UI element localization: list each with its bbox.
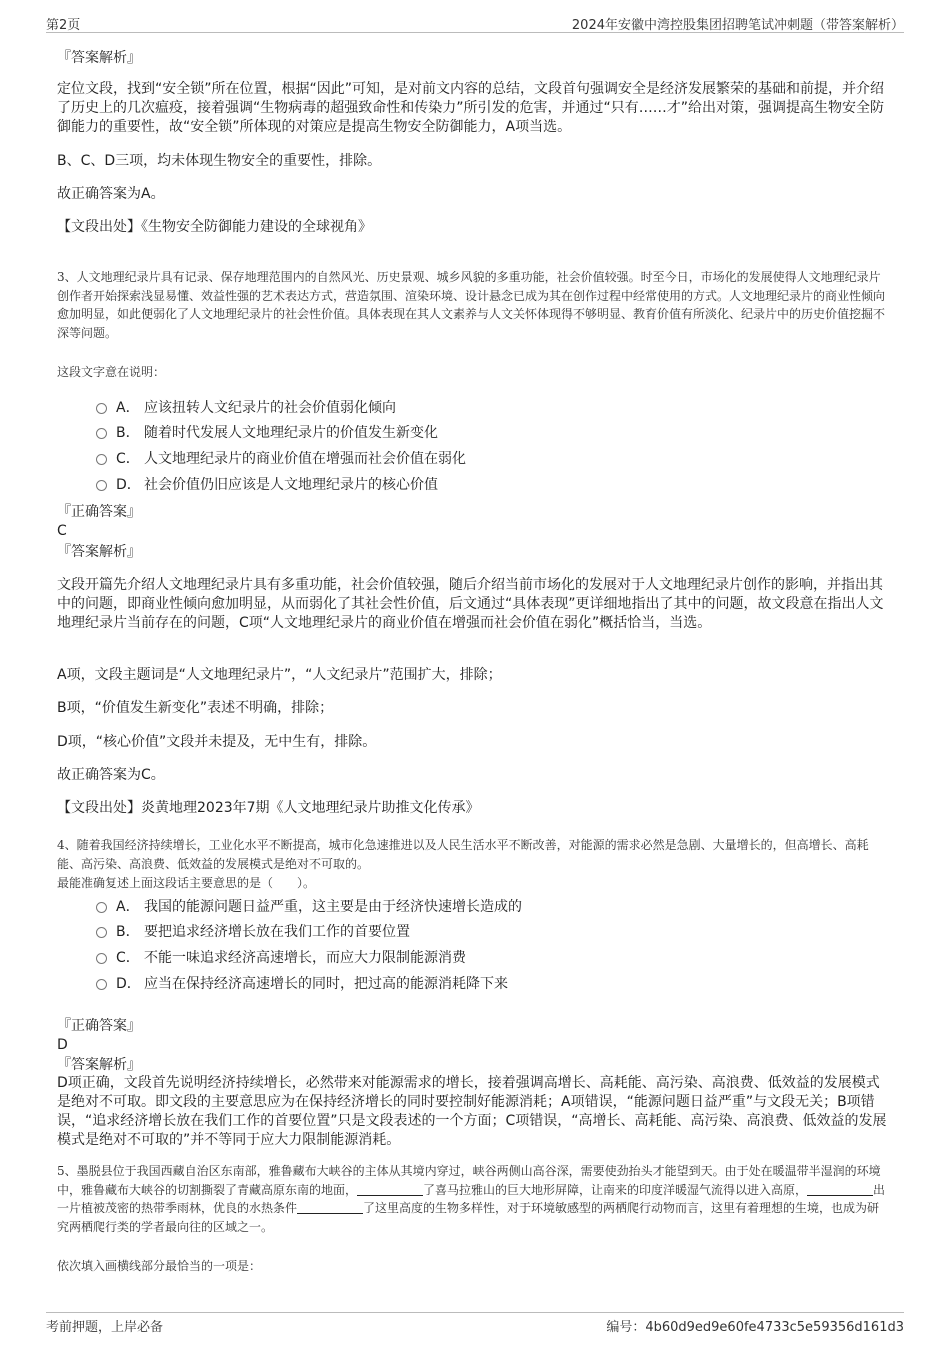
q3-answer: C xyxy=(57,523,67,539)
q4-answer-label: 『正确答案』 xyxy=(57,1018,141,1034)
radio-icon[interactable] xyxy=(96,979,107,990)
q3-option-c[interactable]: C． 人文地理纪录片的商业价值在增强而社会价值在弱化 xyxy=(96,450,466,469)
footer-slogan: 考前押题，上岸必备 xyxy=(46,1320,164,1335)
q4-stem: 4、随着我国经济持续增长，工业化水平不断提高，城市化急速推进以及人民生活水平不断改善，对能源的需求必然是急剧、大量增长的，但高增长、高耗能、高污染、高浪费、低效益的发展模式是绝对不可取的。 xyxy=(57,838,869,871)
q2-source: 【文段出处】《生物安全防御能力建设的全球视角》 xyxy=(57,219,372,235)
q4-question: 最能准确复述上面这段话主要意思的是（ ）。 xyxy=(57,876,316,890)
q4-answer: D xyxy=(57,1037,68,1053)
q4-option-c[interactable]: C． 不能一味追求经济高速增长，而应大力限制能源消费 xyxy=(96,949,466,968)
q3-option-b[interactable]: B． 随着时代发展人文地理纪录片的价值发生新变化 xyxy=(96,424,438,443)
q4-option-d[interactable]: D． 应当在保持经济高速增长的同时，把过高的能源消耗降下来 xyxy=(96,975,508,994)
radio-icon[interactable] xyxy=(96,953,107,964)
radio-icon[interactable] xyxy=(96,428,107,439)
q3-conclusion: 故正确答案为C。 xyxy=(57,767,165,783)
fill-blank-1 xyxy=(357,1183,423,1196)
q3-stem: 3、人文地理纪录片具有记录、保存地理范围内的自然风光、历史景观、城乡风貌的多重功能，社会价值较强。时至今日，市场化的发展使得人文地理纪录片创作者开始探索浅显易懂、效益性强的艺术表达方式，营造氛围、渲染环境、设计悬念已成为其在创作过程中经常使用的方式。人文地理纪录片的商业性倾向愈加明显，如此便弱化了人文地理纪录片的社会性价值。具体表现在其人文素养与人文关怀体现得不够明显、教育价值有所淡化、纪录片中的历史价值挖掘不深等问题。 xyxy=(57,270,886,340)
q3-option-d[interactable]: D． 社会价值仍旧应该是人文地理纪录片的核心价值 xyxy=(96,476,438,495)
q5-stem: 5、墨脱县位于我国西藏自治区东南部，雅鲁藏布大峡谷的主体从其境内穿过，峡谷两侧山高谷深，需要使劲抬头才能望到天。由于处在暖温带半湿润的环境中，雅鲁藏布大峡谷的切割撕裂了青藏高原东南的地面， 了喜马拉雅山的巨大地形屏障，让南来的印度洋暖湿气流得以进入高原， 出一片植被茂密的热带季雨林，优良的水热条件 了这里高度的生物多样性，对于环境敏感型的两栖爬行动物而言，这里有着理想的生境，也成为研究两栖爬行类的学者最向往的区域之一。 xyxy=(57,1164,886,1234)
q3-note-d: D项，“核心价值”文段并未提及，无中生有，排除。 xyxy=(57,734,377,750)
radio-icon[interactable] xyxy=(96,902,107,913)
radio-icon[interactable] xyxy=(96,480,107,491)
q4-option-a[interactable]: A． 我国的能源问题日益严重，这主要是由于经济快速增长造成的 xyxy=(96,898,522,917)
q4-analysis-label: 『答案解析』 xyxy=(57,1057,141,1073)
page-footer xyxy=(46,1312,904,1335)
q2-analysis-label: 『答案解析』 xyxy=(57,50,141,66)
q3-answer-label: 『正确答案』 xyxy=(57,504,141,520)
document-code: 编号：4b60d9ed9e60fe4733c5e59356d161d3 xyxy=(606,1320,904,1335)
q2-analysis-text: 定位文段，找到“安全锁”所在位置，根据“因此”可知，是对前文内容的总结，文段首句强调安全是经济发展繁荣的基础和前提，并介绍了历史上的几次瘟疫，接着强调“生物病毒的超强致命性和传染力”所引发的危害，并通过“只有……才”给出对策，强调提高生物安全防御能力的重要性，故“安全锁”所体现的对策应是提高生物安全防御能力，A项当选。 xyxy=(57,81,885,135)
radio-icon[interactable] xyxy=(96,927,107,938)
fill-blank-3 xyxy=(297,1201,363,1214)
q2-conclusion: 故正确答案为A。 xyxy=(57,186,165,202)
q3-analysis-label: 『答案解析』 xyxy=(57,544,141,560)
page-header xyxy=(46,12,904,33)
radio-icon[interactable] xyxy=(96,403,107,414)
q3-note-a: A项，文段主题词是“人文地理纪录片”，“人文纪录片”范围扩大，排除； xyxy=(57,667,502,683)
q4-option-b[interactable]: B． 要把追求经济增长放在我们工作的首要位置 xyxy=(96,923,410,942)
radio-icon[interactable] xyxy=(96,454,107,465)
q4-analysis-text: D项正确，文段首先说明经济持续增长，必然带来对能源需求的增长，接着强调高增长、高耗能、高污染、高浪费、低效益的发展模式是绝对不可取。即文段的主要意思应为在保持经济增长的同时要控制好能源消耗；A项错误，“能源问题日益严重”与文段无关；B项错误，“追求经济增长放在我们工作的首要位置”只是文段表述的一个方面；C项错误，“高增长、高耗能、高污染、高浪费、低效益的发展模式是绝对不可取的”并不等同于应大力限制能源消耗。 xyxy=(57,1075,887,1148)
page-number: 第2页 xyxy=(46,18,81,33)
q3-analysis-text: 文段开篇先介绍人文地理纪录片具有多重功能，社会价值较强，随后介绍当前市场化的发展对于人文地理纪录片创作的影响，并指出其中的问题，即商业性倾向愈加明显，从而弱化了其社会性价值，后文通过“具体表现”更详细地指出了其中的问题，故文段意在指出人文地理纪录片当前存在的问题，C项“人文地理纪录片的商业价值在增强而社会价值在弱化”概括恰当，当选。 xyxy=(57,577,884,631)
q3-note-b: B项，“价值发生新变化”表述不明确，排除； xyxy=(57,700,334,716)
q5-question: 依次填入画横线部分最恰当的一项是： xyxy=(57,1259,262,1273)
q3-question: 这段文字意在说明： xyxy=(57,365,166,379)
document-title: 2024年安徽中湾控股集团招聘笔试冲刺题（带答案解析） xyxy=(571,18,904,33)
q3-option-a[interactable]: A． 应该扭转人文纪录片的社会价值弱化倾向 xyxy=(96,399,396,418)
q3-source: 【文段出处】炎黄地理2023年7期《人文地理纪录片助推文化传承》 xyxy=(57,800,480,816)
fill-blank-2 xyxy=(807,1183,873,1196)
q2-exclude-note: B、C、D三项，均未体现生物安全的重要性，排除。 xyxy=(57,153,382,169)
